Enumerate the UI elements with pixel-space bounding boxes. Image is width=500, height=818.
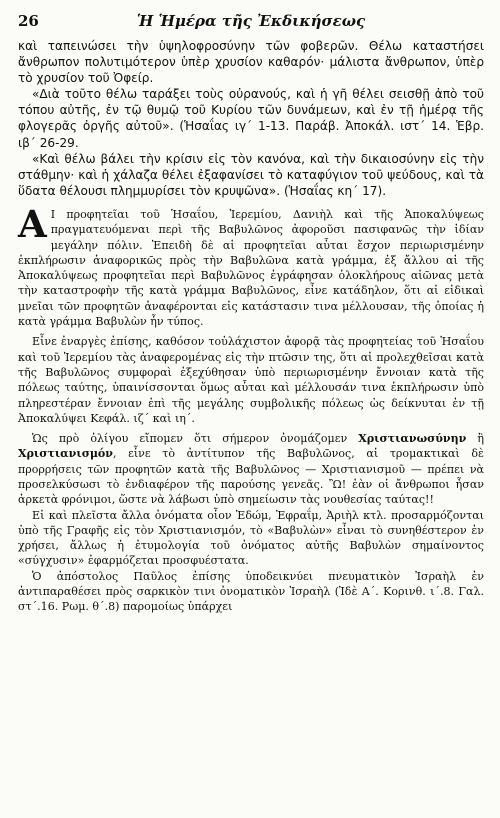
page-number: 26 [18,12,39,30]
body-paragraph: Ὁ ἀπόστολος Παῦλος ἐπίσης ὑποδεικνύει πνευματικὸν Ἰσραὴλ ἐν ἀντιπαραθέσει πρὸς σαρκικὸν τινι ὀνοματικὸν Ἰσραὴλ (Ἰδὲ Α΄. Κορινθ. ι΄.8. Γαλ. στ΄.16. Ρωμ. θ΄.8) παρομοίως ὑπάρχει [18,569,484,614]
emphasized-term: Χριστιανωσύνην [358,432,467,446]
quote-paragraph: καὶ ταπεινώσει τὴν ὑψηλοφροσύνην τῶν φοβερῶν. Θέλω καταστήσει ἄνθρωπον πολυτιμότερον ὑπὲρ χρυσίον καθαρόν· μάλιστα ἄνθρωπον, ὑπὲρ τὸ χρυσίον τοῦ Ὀφείρ. [18,39,484,86]
body-text [18,201,484,615]
body-paragraph [18,431,484,507]
emphasized-term: Χριστιανισμόν [18,447,113,461]
body-paragraph: Εἶνε ἐναργὲς ἐπίσης, καθόσον τοὐλάχιστον ἀφορᾷ τὰς προφητείας τοῦ Ἡσαΐου καὶ τοῦ Ἱερεμίου τὰς ἀναφερομένας εἰς τὴν πτῶσιν της, ὅτι αἱ προλεχθεῖσαι κατὰ τῆς Βαβυλῶνος συμφοραὶ ἐξεχύθησαν ὑπὸ περιωρισμένην ἔννοιαν κατὰ τῆς πόλεως ταύτης, ὑπαινίσσονται ὅμως αὗται καὶ μέλλουσάν τινα ἐκπλήρωσιν ὑπὸ πληρεστέραν ἔννοιαν ἐπὶ τῆς μεγάλης συμβολικῆς πόλεως ὡς δείκνυται ἐν τῇ Ἀποκαλύψει Κεφάλ. ιζ΄ καὶ ιη΄. [18,335,484,425]
quote-paragraph: «Καὶ θέλω βάλει τὴν κρίσιν εἰς τὸν κανόνα, καὶ τὴν δικαιοσύνην εἰς τὴν στάθμην· καὶ ἡ χάλαζα θέλει ἐξαφανίσει τὸ καταφύγιον τοῦ ψεύδους, καὶ τὰ ὕδατα θέλουσι πλημμυρίσει τὸν κρυψῶνα». (Ἡσαΐας κη΄ 17). [18,151,484,198]
page-header [18,12,484,38]
body-text-run: Ὡς πρὸ ὀλίγου εἴπομεν ὅτι σήμερον ὀνομάζομεν [32,432,359,446]
body-paragraph [18,201,484,329]
quote-paragraph: «Διὰ τοῦτο θέλω ταράξει τοὺς οὐρανούς, καὶ ἡ γῆ θέλει σεισθῇ ἀπὸ τοῦ τόπου αὐτῆς, ἐν τῷ θυμῷ τοῦ Κυρίου τῶν δυνάμεων, καὶ ἐν τῇ ἡμέρᾳ τῆς φλογερᾶς ὀργῆς αὐτοῦ». (Ἡσαΐας ιγ΄ 1-13. Παράβ. Ἀποκάλ. ιστ΄ 14. Ἑβρ. ιβ΄ 26-29. [18,87,484,150]
body-paragraph-text: Ι προφητεῖαι τοῦ Ἡσαΐου, Ἱερεμίου, Δανιὴλ καὶ τῆς Ἀποκαλύψεως πραγματευόμεναι περὶ τῆς Βαβυλῶνος ἀφοροῦσι πασιφανῶς τὴν ἰδίαν μεγάλην πόλιν. Ἐπειδὴ δὲ αἱ προφητεῖαι αὗται ἔσχον περιωρισμένην ἐκπλήρωσιν ἀναφορικῶς πρὸς τὴν Βαβυλῶνα κατὰ γράμμα, ἐξ ἄλλου αἱ τῆς Ἀποκαλύψεως προφητεῖαι περὶ Βαβυλῶνος ἐγράφησαν ὁλοκλήρους αἰῶνας μετὰ τὴν καταστροφὴν τῆς κατὰ γράμμα Βαβυλῶνος, εἶνε κατάδηλον, ὅτι αἱ εἰδικαὶ μνεῖαι τῶν προφητῶν ἀναφέρονται εἰς κατάστασιν τινα μέλλουσαν, τῆς ὁποίας ἡ κατὰ γράμμα Βαβυλὼν ἦν τύπος. [18,207,484,329]
running-title: Ἡ Ἡμέρα τῆς Ἐκδικήσεως [136,12,366,30]
scripture-quotation-block [18,38,484,199]
body-paragraph: Εἰ καὶ πλεῖστα ἄλλα ὀνόματα οἷον Ἐδώμ, Ἐφραΐμ, Ἀριὴλ κτλ. προσαρμόζονται ὑπὸ τῆς Γραφῆς εἰς τὸν Χριστιανισμόν, τὸ «Βαβυλὼν» εἶναι τὸ συνηθέστερον ἐν χρήσει, ἄλλως ἡ ἐτυμολογία τοῦ ὀνόματος αὐτῆς Βαβυλὼν σημαίνοντος «σύγχυσιν» ἐφαρμόζεται προσφυέστατα. [18,508,484,568]
body-text-run: ἢ [466,432,484,446]
drop-cap: Α [18,201,47,246]
body-text-run: , εἶνε τὸ ἀντίτυπον τῆς Βαβυλῶνος, αἱ τρομακτικαὶ δὲ προρρήσεις τῶν προφητῶν κατὰ τῆς Βαβυλῶνος — Χριστιανισμοῦ — πρέπει νὰ προσελκύσωσι τὸ ἐνδιαφέρον τῆς παρούσης γενεᾶς. Ὢ! ἐὰν οἱ ἄνθρωποι ἦσαν ἀρκετὰ φρόνιμοι, ὥστε νὰ λάβωσι ὑπὸ σημείωσιν τὰς νουθεσίας ταύτας!! [18,447,484,507]
